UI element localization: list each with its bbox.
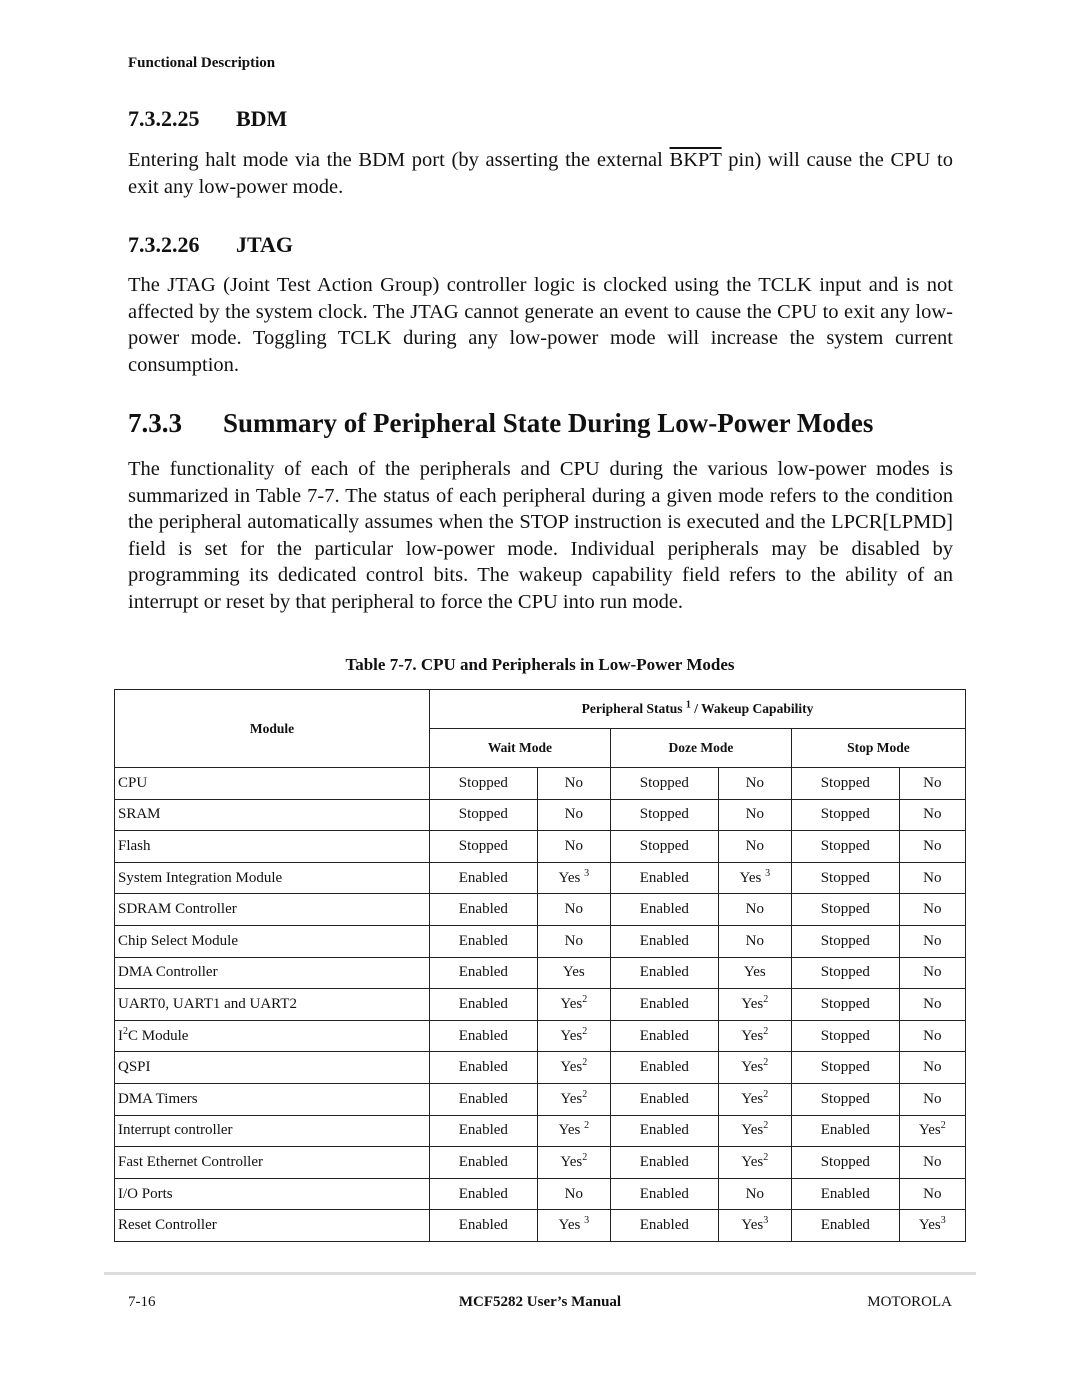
cell-text: Enabled — [458, 1217, 508, 1234]
footnote-ref: 3 — [584, 1215, 590, 1227]
footnote-ref: 2 — [940, 1120, 946, 1132]
module-name: DMA Controller — [118, 964, 218, 981]
cell-text: Enabled — [458, 1027, 508, 1044]
cell-text: No — [923, 932, 942, 949]
wakeup-cell — [718, 1083, 791, 1115]
wakeup-cell — [537, 1210, 610, 1242]
wakeup-cell — [718, 799, 791, 831]
page-number: 7-16 — [128, 1294, 156, 1310]
wakeup-cell — [718, 1178, 791, 1210]
cell-text: Yes — [741, 1090, 764, 1107]
wakeup-cell — [899, 768, 965, 800]
cell-text: No — [923, 995, 942, 1012]
cell-text: Enabled — [639, 1090, 689, 1107]
cell-text: Stopped — [820, 869, 870, 886]
cell-text: No — [923, 964, 942, 981]
wait-mode-header: Wait Mode — [430, 729, 611, 768]
module-cell — [115, 1178, 430, 1210]
cell-text: Enabled — [458, 1122, 508, 1139]
module-name: SDRAM Controller — [118, 901, 237, 918]
status-cell — [430, 1083, 538, 1115]
module-name: Interrupt controller — [118, 1122, 233, 1139]
wakeup-cell — [718, 894, 791, 926]
status-cell — [791, 1020, 899, 1052]
section-title: JTAG — [236, 232, 294, 257]
cell-text: No — [923, 1090, 942, 1107]
table-row — [115, 1020, 966, 1052]
wakeup-cell — [537, 925, 610, 957]
cell-text: Stopped — [820, 964, 870, 981]
cell-text: Stopped — [639, 806, 689, 823]
module-name: System Integration Module — [118, 869, 283, 886]
cell-text: Enabled — [458, 1059, 508, 1076]
footnote-ref: 2 — [763, 1120, 769, 1132]
cell-text: Yes — [739, 869, 766, 886]
cell-text: Enabled — [639, 869, 689, 886]
status-cell — [610, 862, 718, 894]
wakeup-cell — [718, 1147, 791, 1179]
wakeup-cell — [537, 989, 610, 1021]
cell-text: No — [923, 1027, 942, 1044]
cell-text: Yes — [741, 1153, 764, 1170]
bkpt-signal: BKPT — [669, 149, 722, 171]
status-cell — [430, 1115, 538, 1147]
status-cell — [430, 831, 538, 863]
cell-text: No — [745, 806, 764, 823]
cell-text: Enabled — [639, 1217, 689, 1234]
table-row — [115, 1178, 966, 1210]
module-name: UART0, UART1 and UART2 — [118, 995, 297, 1012]
wakeup-cell — [899, 1178, 965, 1210]
status-cell — [610, 768, 718, 800]
wakeup-cell — [899, 862, 965, 894]
cell-text: Enabled — [820, 1217, 870, 1234]
cell-text: No — [564, 806, 583, 823]
status-cell — [430, 1147, 538, 1179]
cell-text: Stopped — [820, 1153, 870, 1170]
cell-text: Yes — [918, 1122, 941, 1139]
cell-text: Yes — [560, 1059, 583, 1076]
cell-text: Enabled — [639, 901, 689, 918]
cell-text: No — [564, 774, 583, 791]
cell-text: Stopped — [458, 806, 508, 823]
cell-text: Stopped — [820, 1027, 870, 1044]
wakeup-cell — [718, 1052, 791, 1084]
wakeup-cell — [899, 1210, 965, 1242]
wakeup-cell — [899, 989, 965, 1021]
cell-text: Enabled — [458, 932, 508, 949]
footnote-ref: 2 — [763, 1025, 769, 1037]
footnote-ref: 2 — [582, 993, 588, 1005]
wakeup-cell — [899, 925, 965, 957]
cell-text: No — [923, 1059, 942, 1076]
wakeup-cell — [537, 1052, 610, 1084]
module-cell — [115, 894, 430, 926]
wakeup-cell — [537, 1020, 610, 1052]
wakeup-cell — [718, 1020, 791, 1052]
table-row — [115, 831, 966, 863]
footnote-ref: 2 — [584, 1120, 590, 1132]
cell-text: No — [923, 806, 942, 823]
jtag-paragraph: The JTAG (Joint Test Action Group) controller logic is clocked using the TCLK input and is not affected by the system clock. The JTAG cannot generate an event to cause the CPU to exit any low-power mode. Toggling TCLK during any low-power mode will increase the system current consumption. — [128, 274, 953, 376]
module-name: I — [118, 1027, 123, 1044]
cell-text: No — [923, 1153, 942, 1170]
footnote-ref: 2 — [763, 1088, 769, 1100]
cell-text: Enabled — [639, 995, 689, 1012]
cell-text: Yes — [741, 995, 764, 1012]
bdm-paragraph — [128, 147, 953, 200]
superscript: 2 — [123, 1025, 128, 1037]
brand-name: MOTOROLA — [867, 1294, 952, 1310]
cell-text: Enabled — [458, 901, 508, 918]
wakeup-cell — [718, 989, 791, 1021]
footnote-ref: 3 — [763, 1215, 769, 1227]
module-cell — [115, 862, 430, 894]
wakeup-cell — [899, 957, 965, 989]
wakeup-cell — [718, 768, 791, 800]
wakeup-cell — [537, 799, 610, 831]
cell-text: Yes — [558, 869, 585, 886]
status-cell — [610, 1147, 718, 1179]
module-cell — [115, 957, 430, 989]
status-cell — [430, 957, 538, 989]
wakeup-cell — [537, 1178, 610, 1210]
wakeup-cell — [899, 1147, 965, 1179]
cell-text: No — [745, 837, 764, 854]
table-row — [115, 925, 966, 957]
cell-text: Enabled — [820, 1185, 870, 1202]
footnote-ref: 3 — [584, 867, 590, 879]
cell-text: Enabled — [458, 1153, 508, 1170]
section-title: Summary of Peripheral State During Low-Power Modes — [223, 408, 874, 438]
status-cell — [791, 957, 899, 989]
table-row — [115, 768, 966, 800]
table-row — [115, 1115, 966, 1147]
module-name: Reset Controller — [118, 1217, 217, 1234]
cell-text: No — [745, 901, 764, 918]
cell-text: No — [745, 774, 764, 791]
footnote-ref: 2 — [582, 1088, 588, 1100]
footnote-ref: 2 — [763, 1151, 769, 1163]
section-heading-summary — [128, 408, 873, 439]
cell-text: No — [923, 837, 942, 854]
cell-text: Yes — [741, 1122, 764, 1139]
cell-text: Enabled — [639, 1027, 689, 1044]
status-cell — [791, 1083, 899, 1115]
status-cell — [430, 1210, 538, 1242]
status-cell — [610, 989, 718, 1021]
status-cell — [791, 1178, 899, 1210]
cell-text: Stopped — [458, 837, 508, 854]
wakeup-cell — [899, 799, 965, 831]
status-cell — [430, 1020, 538, 1052]
status-cell — [791, 862, 899, 894]
status-cell — [791, 894, 899, 926]
module-name: Chip Select Module — [118, 932, 238, 949]
peripheral-table — [114, 689, 966, 1242]
header-text: / Wakeup Capability — [690, 701, 814, 716]
status-cell — [791, 831, 899, 863]
cell-text: No — [923, 1185, 942, 1202]
module-cell — [115, 1052, 430, 1084]
cell-text: Yes — [741, 1059, 764, 1076]
wakeup-cell — [899, 1020, 965, 1052]
cell-text: Enabled — [458, 995, 508, 1012]
cell-text: No — [923, 774, 942, 791]
running-head: Functional Description — [128, 55, 276, 71]
cell-text: No — [564, 1185, 583, 1202]
cell-text: Enabled — [639, 964, 689, 981]
table-row — [115, 1052, 966, 1084]
manual-title: MCF5282 User’s Manual — [458, 1294, 622, 1310]
footnote-ref: 3 — [765, 867, 771, 879]
wakeup-cell — [537, 768, 610, 800]
cell-text: Stopped — [820, 1090, 870, 1107]
peripheral-status-header — [430, 690, 966, 729]
wakeup-cell — [899, 1052, 965, 1084]
wakeup-cell — [537, 1147, 610, 1179]
cell-text: Yes — [560, 1090, 583, 1107]
wakeup-cell — [718, 1115, 791, 1147]
status-cell — [610, 1210, 718, 1242]
wakeup-cell — [718, 831, 791, 863]
cell-text: Stopped — [820, 995, 870, 1012]
status-cell — [610, 957, 718, 989]
table-row — [115, 957, 966, 989]
cell-text: Enabled — [639, 1153, 689, 1170]
status-cell — [430, 1178, 538, 1210]
module-name: QSPI — [118, 1059, 151, 1076]
status-cell — [791, 989, 899, 1021]
status-cell — [610, 894, 718, 926]
module-name: Fast Ethernet Controller — [118, 1153, 263, 1170]
module-header: Module — [115, 690, 430, 768]
module-cell — [115, 799, 430, 831]
cell-text: Enabled — [639, 932, 689, 949]
footnote-ref: 2 — [582, 1025, 588, 1037]
cell-text: Enabled — [458, 869, 508, 886]
status-cell — [610, 1178, 718, 1210]
cell-text: Stopped — [820, 774, 870, 791]
module-cell — [115, 831, 430, 863]
module-cell — [115, 1083, 430, 1115]
cell-text: Yes — [918, 1217, 941, 1234]
footnote-ref: 2 — [763, 1057, 769, 1069]
status-cell — [610, 799, 718, 831]
cell-text: Stopped — [458, 774, 508, 791]
footer-rule — [104, 1272, 976, 1275]
footnote-ref: 3 — [940, 1215, 946, 1227]
cell-text: Enabled — [639, 1122, 689, 1139]
cell-text: Stopped — [820, 901, 870, 918]
table-row — [115, 1083, 966, 1115]
module-cell — [115, 1210, 430, 1242]
status-cell — [791, 799, 899, 831]
cell-text: Enabled — [639, 1059, 689, 1076]
cell-text: Stopped — [820, 806, 870, 823]
summary-paragraph: The functionality of each of the peripherals and CPU during the various low-power modes is summarized in Table 7-7. The status of each peripheral during a given mode refers to the condition the peripheral automatically assumes when the STOP instruction is executed and the LPCR[LPMD] field is set for the particular low-power mode. Individual peripherals may be disabled by programming its dedicated control bits. The wakeup capability field refers to the ability of an interrupt or reset by that peripheral to force the CPU into run mode. — [128, 458, 953, 613]
wakeup-cell — [718, 1210, 791, 1242]
stop-mode-header: Stop Mode — [791, 729, 965, 768]
cell-text: No — [564, 901, 583, 918]
table-row — [115, 1147, 966, 1179]
table-row — [115, 989, 966, 1021]
status-cell — [791, 768, 899, 800]
wakeup-cell — [718, 925, 791, 957]
cell-text: No — [923, 901, 942, 918]
section-heading-bdm — [128, 106, 287, 132]
cell-text: Yes — [558, 1217, 585, 1234]
footnote-ref: 2 — [582, 1057, 588, 1069]
cell-text: Stopped — [820, 1059, 870, 1076]
status-cell — [791, 1210, 899, 1242]
status-cell — [430, 894, 538, 926]
cell-text: No — [745, 1185, 764, 1202]
status-cell — [430, 768, 538, 800]
bdm-text-post: pin) will cause the CPU to exit any low-power mode. — [128, 149, 953, 198]
module-cell — [115, 1115, 430, 1147]
cell-text: Stopped — [639, 837, 689, 854]
doze-mode-header: Doze Mode — [610, 729, 791, 768]
cell-text: Yes — [562, 964, 585, 981]
status-cell — [610, 1083, 718, 1115]
table-row — [115, 799, 966, 831]
cell-text: Yes — [743, 964, 766, 981]
table-row — [115, 894, 966, 926]
status-cell — [791, 925, 899, 957]
wakeup-cell — [537, 957, 610, 989]
module-cell — [115, 1147, 430, 1179]
cell-text: Yes — [560, 1027, 583, 1044]
status-cell — [610, 1020, 718, 1052]
status-cell — [791, 1147, 899, 1179]
cell-text: Enabled — [458, 1185, 508, 1202]
module-name: DMA Timers — [118, 1090, 198, 1107]
section-number: 7.3.3 — [128, 408, 182, 438]
cell-text: Yes — [560, 1153, 583, 1170]
module-name-rest: C Module — [128, 1027, 189, 1044]
table-row — [115, 862, 966, 894]
status-cell — [430, 799, 538, 831]
wakeup-cell — [899, 831, 965, 863]
module-cell — [115, 989, 430, 1021]
cell-text: Enabled — [820, 1122, 870, 1139]
cell-text: Stopped — [820, 837, 870, 854]
bdm-text-pre: Entering halt mode via the BDM port (by asserting the external — [128, 149, 670, 171]
wakeup-cell — [718, 957, 791, 989]
status-cell — [610, 1115, 718, 1147]
wakeup-cell — [537, 894, 610, 926]
module-cell — [115, 1020, 430, 1052]
wakeup-cell — [537, 862, 610, 894]
section-number: 7.3.2.26 — [128, 232, 200, 257]
status-cell — [791, 1052, 899, 1084]
footnote-ref: 1 — [685, 699, 691, 711]
module-name: I/O Ports — [118, 1185, 173, 1202]
module-cell — [115, 925, 430, 957]
status-cell — [430, 1052, 538, 1084]
status-cell — [430, 862, 538, 894]
cell-text: Enabled — [639, 1185, 689, 1202]
wakeup-cell — [899, 894, 965, 926]
footnote-ref: 2 — [763, 993, 769, 1005]
module-name: CPU — [118, 774, 148, 791]
module-cell — [115, 768, 430, 800]
status-cell — [791, 1115, 899, 1147]
wakeup-cell — [899, 1115, 965, 1147]
header-text: Peripheral Status — [581, 701, 686, 716]
status-cell — [610, 925, 718, 957]
status-cell — [610, 831, 718, 863]
wakeup-cell — [718, 862, 791, 894]
cell-text: Yes — [560, 995, 583, 1012]
module-name: Flash — [118, 837, 151, 854]
wakeup-cell — [537, 1115, 610, 1147]
cell-text: Yes — [741, 1027, 764, 1044]
cell-text: No — [923, 869, 942, 886]
table-row — [115, 1210, 966, 1242]
cell-text: Yes — [558, 1122, 585, 1139]
cell-text: Enabled — [458, 1090, 508, 1107]
section-number: 7.3.2.25 — [128, 106, 200, 131]
wakeup-cell — [899, 1083, 965, 1115]
wakeup-cell — [537, 1083, 610, 1115]
status-cell — [610, 1052, 718, 1084]
cell-text: Stopped — [820, 932, 870, 949]
status-cell — [430, 989, 538, 1021]
module-name: SRAM — [118, 806, 161, 823]
table-caption: Table 7-7. CPU and Peripherals in Low-Power Modes — [345, 655, 735, 674]
cell-text: No — [564, 837, 583, 854]
cell-text: Stopped — [639, 774, 689, 791]
section-title: BDM — [236, 106, 288, 131]
cell-text: No — [564, 932, 583, 949]
cell-text: Enabled — [458, 964, 508, 981]
section-heading-jtag — [128, 232, 293, 258]
cell-text: Yes — [741, 1217, 764, 1234]
wakeup-cell — [537, 831, 610, 863]
status-cell — [430, 925, 538, 957]
footnote-ref: 2 — [582, 1151, 588, 1163]
cell-text: No — [745, 932, 764, 949]
